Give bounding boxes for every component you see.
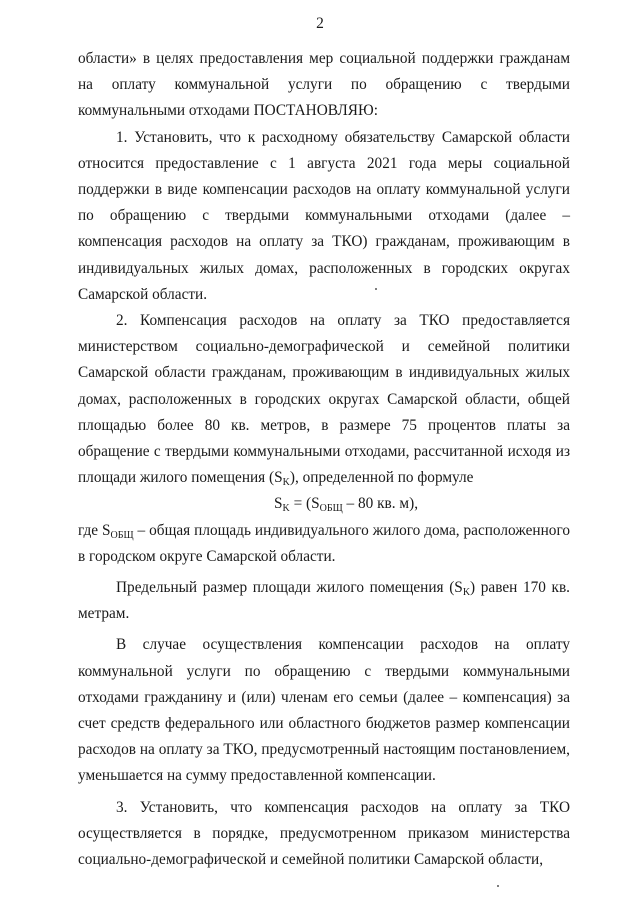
limit-text: Предельный размер площади жилого помещения (S (116, 579, 463, 597)
item-2-text: 2. Компенсация расходов на оплату за ТКО предоставляется министерством социально-демографической и семейной политики Самарской области гражданам, проживающим в индивидуальных жилых домах, расположенных в городских округах Самарской области, общей площадью более 80 кв. метров, в размере 75 процентов платы за обращение с твердыми коммунальными отходами, рассчитанной исходя из площади жилого помещения (S (78, 312, 570, 487)
limit-paragraph (78, 575, 570, 627)
limit-tail: ) равен 170 кв. метрам. (78, 579, 570, 623)
document-body (78, 46, 570, 873)
formula-lhs-subscript: K (282, 503, 290, 515)
formula-lhs: S (274, 495, 283, 513)
intro-paragraph: области» в целях предоставления мер социальной поддержки гражданам на оплату коммунальной услуги по обращению с твердыми коммунальными отходами ПОСТАНОВЛЯЮ: (78, 50, 570, 120)
formula-rhs-subscript: ОБЩ (319, 503, 343, 515)
where-subscript: ОБЩ (110, 529, 134, 541)
formula-eq: = (S (289, 495, 320, 513)
where-paragraph (78, 518, 570, 570)
paragraph-item-3: 3. Установить, что компенсация расходов на оплату за ТКО осуществляется в порядке, предусмотренном приказом министерства социально-демографической и семейной политики Самарской области, (78, 798, 570, 869)
formula-rhs-tail: – 80 кв. м), (342, 495, 419, 513)
scan-speck (375, 288, 377, 290)
paragraph-item-1: 1. Установить, что к расходному обязательству Самарской области относится предоставление с 1 августа 2021 года меры социальной поддержки в виде компенсации расходов на оплату коммунальной услуги по обращению с твердыми коммунальными отходами (далее – компенсация расходов на оплату за ТКО) гражданам, проживающим в индивидуальных жилых домах, расположенных в городских округах Самарской области. (78, 128, 570, 303)
page-number: 2 (316, 15, 324, 32)
where-text: – общая площадь индивидуального жилого дома, расположенного в городском округе Самарской области. (78, 521, 570, 565)
limit-subscript: K (462, 587, 471, 599)
item-2-text-end: ), определенной по формуле (289, 469, 474, 487)
paragraph-item-2 (78, 308, 570, 491)
formula (78, 491, 570, 517)
compensation-case-paragraph: В случае осуществления компенсации расходов на оплату коммунальной услуги по обращению с твердыми коммунальными отходами гражданину и (или) членам его семьи (далее – компенсация) за счет средств федерального или областного бюджетов размер компенсации расходов на оплату за ТКО, предусмотренный настоящим постановлением, уменьшается на сумму предоставленной компенсации. (78, 636, 570, 785)
area-subscript: K (282, 477, 290, 489)
where-prefix: где S (78, 521, 111, 539)
scan-speck (497, 885, 499, 887)
